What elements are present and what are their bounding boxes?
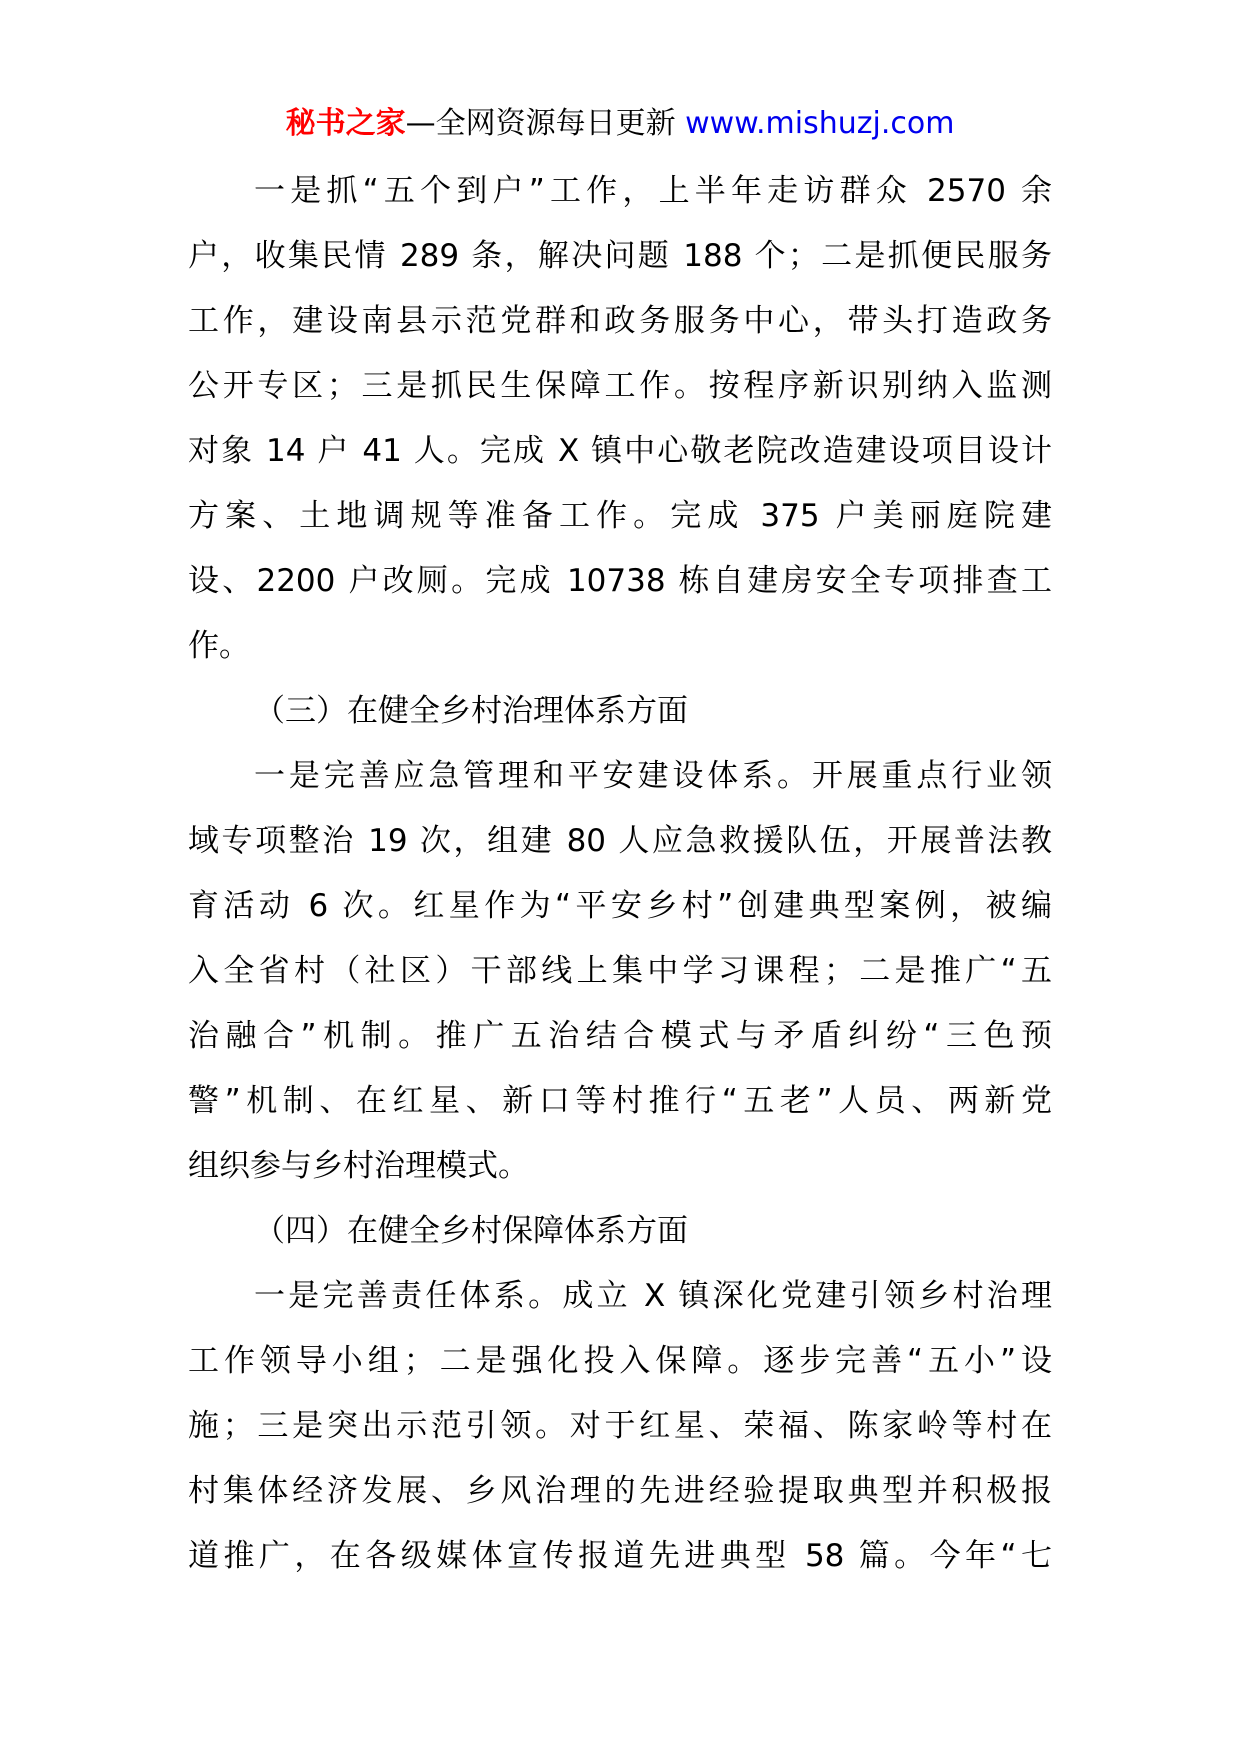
paragraph-line: 方案、土地调规等准备工作。完成 375 户美丽庭院建	[188, 498, 1052, 534]
section-heading: （四）在健全乡村保障体系方面	[254, 1213, 688, 1249]
paragraph-line: 户，收集民情 289 条，解决问题 188 个；二是抓便民服务	[188, 238, 1052, 274]
section-heading: （三）在健全乡村治理体系方面	[254, 693, 688, 729]
paragraph-line: 公开专区；三是抓民生保障工作。按程序新识别纳入监测	[188, 368, 1052, 404]
paragraph-line: 道推广，在各级媒体宣传报道先进典型 58 篇。今年“七	[188, 1538, 1052, 1574]
paragraph-line: 治融合”机制。推广五治结合模式与矛盾纠纷“三色预	[188, 1018, 1052, 1054]
page-header	[0, 104, 1240, 144]
paragraph-line: 对象 14 户 41 人。完成 X 镇中心敬老院改造建设项目设计	[188, 433, 1052, 469]
paragraph-line: 作。	[188, 628, 250, 664]
paragraph-line: 入全省村（社区）干部线上集中学习课程；二是推广“五	[188, 953, 1052, 989]
paragraph-line: 设、2200 户改厕。完成 10738 栋自建房安全专项排查工	[188, 563, 1052, 599]
paragraph-line: 工作，建设南县示范党群和政务服务中心，带头打造政务	[188, 303, 1052, 339]
paragraph-line: 一是完善责任体系。成立 X 镇深化党建引领乡村治理	[254, 1278, 1052, 1314]
paragraph-line: 组织参与乡村治理模式。	[188, 1148, 529, 1184]
paragraph-line: 工作领导小组；二是强化投入保障。逐步完善“五小”设	[188, 1343, 1052, 1379]
site-brand: 秘书之家	[285, 106, 406, 141]
paragraph-line: 一是抓“五个到户”工作，上半年走访群众 2570 余	[254, 173, 1052, 209]
site-url-link[interactable]: www.mishuzj.com	[685, 106, 955, 141]
site-tagline: —全网资源每日更新	[405, 106, 676, 141]
paragraph-line: 一是完善应急管理和平安建设体系。开展重点行业领	[254, 758, 1052, 794]
document-body	[188, 159, 1052, 1589]
paragraph-line: 村集体经济发展、乡风治理的先进经验提取典型并积极报	[188, 1473, 1052, 1509]
paragraph-line: 施；三是突出示范引领。对于红星、荣福、陈家岭等村在	[188, 1408, 1052, 1444]
paragraph-line: 域专项整治 19 次，组建 80 人应急救援队伍，开展普法教	[188, 823, 1052, 859]
paragraph-line: 育活动 6 次。红星作为“平安乡村”创建典型案例，被编	[188, 888, 1052, 924]
paragraph-line: 警”机制、在红星、新口等村推行“五老”人员、两新党	[188, 1083, 1052, 1119]
